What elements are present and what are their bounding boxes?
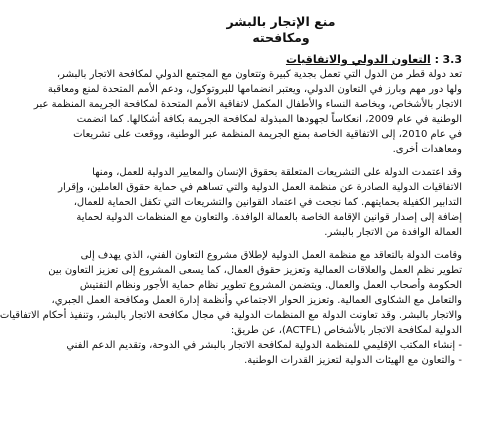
paragraph-line: التدابير الكفيلة بحمايتهم. كما نجحت في اعتماد القوانين والتشريعات التي تكفل الحماية للعمال، xyxy=(73,197,462,208)
paragraph-gap xyxy=(100,157,462,165)
paragraph-line: في عام 2010، إلى الاتفاقية الخاصة بمنع الجريمة المنظمة عبر الوطنية، ووقعت على تشريعات xyxy=(73,129,462,140)
document-title-line2: ومكافحته xyxy=(252,30,310,45)
paragraph-line: - إنشاء المكتب الإقليمي للمنظمة الدولية لمكافحة الاتجار بالبشر في الدوحة، وتقديم الدعم الفني xyxy=(66,340,462,351)
paragraph-gap xyxy=(100,240,462,248)
paragraph-line: الاتجار بالأشخاص، وبخاصة النساء والأطفال المكمل لاتفاقية الأمم المتحدة لمكافحة الجريمة المنظمة عبر xyxy=(33,99,462,110)
paragraph-line: ومعاهدات أخرى. xyxy=(392,144,462,155)
paragraph-line: تطوير نظم العمل والعلاقات العمالية وتعزيز حقوق العمال، كما يسعى المشروع إلى تعزيز التعاون بين xyxy=(48,265,462,276)
paragraph-line: العمالة الوافدة من الاتجار بالبشر. xyxy=(324,227,462,238)
paragraph-line: - والتعاون مع الهيئات الدولية لتعزيز القدرات الوطنية. xyxy=(244,355,462,366)
paragraph-line: الوطنية في عام 2009، انعكاساً لجهودها المبذولة لمكافحة الجريمة بكافة أشكالها. كما انضمت xyxy=(76,114,462,125)
paragraph-line: والتعامل مع الشكاوى العمالية. وتعزيز الحوار الاجتماعي وأنظمة إدارة العمل ومكافحة العمل الجبري، xyxy=(51,295,462,306)
paragraph-1 xyxy=(33,67,462,157)
paragraph-3 xyxy=(0,248,462,368)
paragraph-line: ولها دور مهم وبارز في التعاون الدولي، ويعتبر انضمامها للبروتوكول، ودعم الأمم المتحدة لمنع ومعاقبة xyxy=(47,84,462,95)
section-separator: : xyxy=(430,53,439,66)
document-title-line1: منع الإتجار بالبشر xyxy=(226,14,336,29)
paragraph-line: الدولية لمكافحة الاتجار بالأشخاص (ACTFL)، عن طريق: xyxy=(230,325,462,336)
paragraph-2 xyxy=(58,165,462,240)
paragraph-line: تعد دولة قطر من الدول التي تعمل بجدية كبيرة وتتعاون مع المجتمع الدولي لمكافحة الاتجار بالبشر، xyxy=(56,69,462,80)
paragraph-line: الحكومة وأصحاب العمل والعمال. ويتضمن المشروع تطوير نظام حماية الأجور ونظام التفتيش xyxy=(79,280,462,291)
section-number: 3.3 xyxy=(442,53,462,66)
section-heading-text: التعاون الدولي والاتفاقيات xyxy=(285,53,431,66)
paragraph-line: الاتفاقيات الدولية الصادرة عن منظمة العمل الدولية والتي تساهم في حماية حقوق العاملين، وإقرار xyxy=(58,182,462,193)
paragraph-line: والاتجار بالبشر. وقد تعاونت الدولة مع المنظمات الدولية في مجال مكافحة الاتجار بالبشر، وتنفيذ أحكام الاتفاقيات xyxy=(0,310,462,321)
paragraph-line: إضافة إلى إصدار قوانين الإقامة الخاصة بالعمالة الوافدة. والتعاون مع المنظمات الدولية لحماية xyxy=(76,212,462,223)
paragraph-line: وقد اعتمدت الدولة على التشريعات المتعلقة بحقوق الإنسان والمعايير الدولية للعمل، ومنها xyxy=(92,167,462,178)
paragraph-line: وقامت الدولة بالتعاقد مع منظمة العمل الدولية لإطلاق مشروع التعاون الفني، الذي يهدف إلى xyxy=(80,250,462,261)
section-heading xyxy=(100,52,462,67)
